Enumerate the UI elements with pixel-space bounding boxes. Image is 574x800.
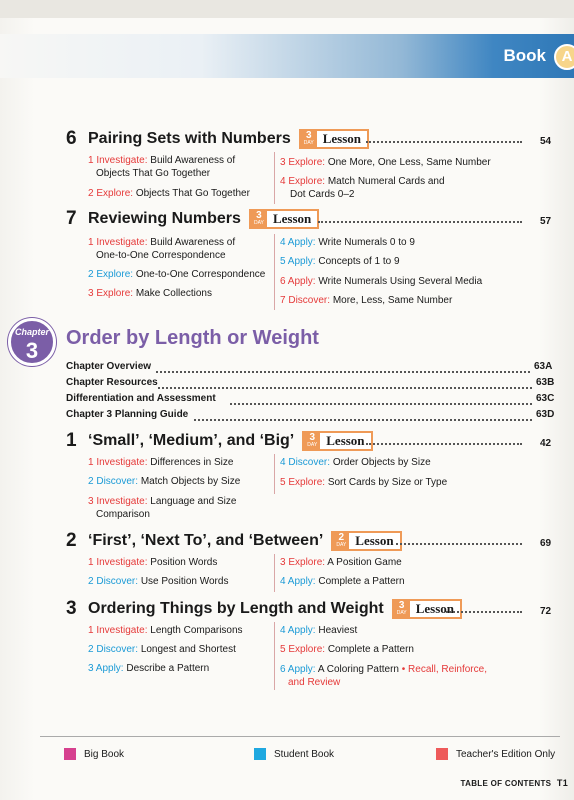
- activity-item: 4 Discover: Order Objects by Size: [280, 457, 431, 468]
- leader-dots: [194, 419, 532, 421]
- activity-item: 2 Discover: Match Objects by Size: [88, 476, 241, 487]
- toc-page: 63C: [536, 393, 555, 404]
- activity-item: 5 Apply: Concepts of 1 to 9: [280, 256, 400, 267]
- book-banner: [0, 34, 574, 78]
- activity-item: 4 Apply: Write Numerals 0 to 9: [280, 237, 415, 248]
- activity-item-cont: and Review: [288, 677, 341, 688]
- activity-item: 2 Discover: Longest and Shortest: [88, 644, 236, 655]
- student-book-swatch: [254, 748, 266, 760]
- column-divider: [274, 554, 275, 592]
- toc-page: 63B: [536, 377, 555, 388]
- column-divider: [274, 622, 275, 690]
- leader-dots: [158, 387, 532, 389]
- footer-page: T1: [556, 778, 568, 788]
- legend-teacher-edition: [436, 748, 555, 760]
- leader-dots: [446, 611, 522, 613]
- page-number: 69: [540, 538, 552, 549]
- day-lesson-badge: 3 DAY Lesson: [249, 209, 319, 229]
- footer-label: TABLE OF CONTENTS: [460, 779, 552, 788]
- leader-dots: [366, 443, 522, 445]
- activity-item-cont: Objects That Go Together: [96, 168, 211, 179]
- legend-label: Student Book: [274, 748, 335, 760]
- activity-item: 1 Investigate: Differences in Size: [88, 457, 234, 468]
- activity-item: 7 Discover: More, Less, Same Number: [280, 295, 453, 306]
- lesson-6-heading: [66, 128, 369, 150]
- activity-item: 2 Explore: Objects That Go Together: [88, 188, 250, 199]
- activity-item: 6 Apply: A Coloring Pattern • Recall, Reinforce,: [280, 664, 487, 675]
- activity-item: 3 Apply: Describe a Pattern: [88, 663, 210, 674]
- activity-item: 4 Explore: Match Numeral Cards and: [280, 176, 445, 187]
- lesson-7-heading: [66, 208, 319, 230]
- lesson-number: 6: [66, 128, 77, 149]
- lesson-2-heading: [66, 530, 402, 552]
- top-edge: [0, 0, 574, 18]
- activity-item: 1 Investigate: Build Awareness of: [88, 155, 236, 166]
- activity-item: 3 Explore: A Position Game: [280, 557, 402, 568]
- leader-dots: [396, 543, 522, 545]
- activity-item: 2 Discover: Use Position Words: [88, 576, 229, 587]
- lesson-number: 7: [66, 208, 77, 229]
- column-divider: [274, 152, 275, 204]
- activity-item: 3 Explore: Make Collections: [88, 288, 212, 299]
- page-footer: [461, 778, 568, 788]
- activity-item: 4 Apply: Heaviest: [280, 625, 358, 636]
- lesson-1-heading: [66, 430, 373, 452]
- legend-label: Teacher's Edition Only: [456, 748, 556, 760]
- toc-entry: Chapter Overview: [66, 361, 152, 372]
- activity-item-cont: One-to-One Correspondence: [96, 250, 226, 261]
- activity-item: 1 Investigate: Build Awareness of: [88, 237, 236, 248]
- toc-page: 63A: [534, 361, 553, 372]
- activity-item: 6 Apply: Write Numerals Using Several Media: [280, 276, 483, 287]
- page-number: 72: [540, 606, 552, 617]
- activity-item: 4 Apply: Complete a Pattern: [280, 576, 405, 587]
- leader-dots: [318, 221, 522, 223]
- big-book-swatch: [64, 748, 76, 760]
- lesson-number: 2: [66, 530, 77, 551]
- toc-entry: Differentiation and Assessment: [66, 393, 216, 404]
- activity-item: 5 Explore: Complete a Pattern: [280, 644, 414, 655]
- page-number: 57: [540, 216, 552, 227]
- legend-big-book: [64, 748, 124, 760]
- activity-item: 2 Explore: One-to-One Correspondence: [88, 269, 266, 280]
- book-letter-badge: A: [554, 44, 574, 70]
- activity-item: 1 Investigate: Position Words: [88, 557, 218, 568]
- activity-item-cont: Comparison: [96, 509, 150, 520]
- column-divider: [274, 454, 275, 494]
- toc-entry: Chapter 3 Planning Guide: [66, 409, 189, 420]
- legend-label: Big Book: [84, 748, 125, 760]
- toc-entry: Chapter Resources: [66, 377, 158, 388]
- column-divider: [274, 234, 275, 310]
- legend-student-book: [254, 748, 334, 760]
- lesson-number: 1: [66, 430, 77, 451]
- day-lesson-badge: 3 DAY Lesson: [392, 599, 462, 619]
- page-number: 54: [540, 136, 552, 147]
- chapter-number: 3: [25, 338, 39, 363]
- leader-dots: [230, 403, 532, 405]
- lesson-title: Ordering Things by Length and Weight: [88, 600, 384, 617]
- day-lesson-badge: 3 DAY Lesson: [302, 431, 372, 451]
- day-lesson-badge: 2 DAY Lesson: [331, 531, 401, 551]
- activity-item: 3 Explore: One More, One Less, Same Number: [280, 157, 491, 168]
- page-number: 42: [540, 438, 552, 449]
- lesson-number: 3: [66, 598, 77, 619]
- activity-item: 5 Explore: Sort Cards by Size or Type: [280, 477, 448, 488]
- activity-item: 3 Investigate: Language and Size: [88, 496, 237, 507]
- day-lesson-badge: 3 DAY Lesson: [299, 129, 369, 149]
- chapter-title: Order by Length or Weight: [66, 327, 319, 349]
- toc-page: 63D: [536, 409, 555, 420]
- legend-divider: [40, 736, 560, 737]
- book-label: Book: [503, 46, 546, 65]
- lesson-title: Pairing Sets with Numbers: [88, 130, 291, 147]
- lesson-title: ‘Small’, ‘Medium’, and ‘Big’: [88, 432, 295, 449]
- leader-dots: [366, 141, 522, 143]
- activity-item-cont: Dot Cards 0–2: [290, 189, 355, 200]
- activity-item: 1 Investigate: Length Comparisons: [88, 625, 243, 636]
- chapter-badge: [8, 318, 56, 366]
- lesson-title: ‘First’, ‘Next To’, and ‘Between’: [88, 532, 324, 549]
- lesson-3-heading: [66, 598, 462, 620]
- leader-dots: [156, 371, 530, 373]
- lesson-title: Reviewing Numbers: [88, 210, 241, 227]
- chapter-label: Chapter: [14, 327, 49, 337]
- teacher-edition-swatch: [436, 748, 448, 760]
